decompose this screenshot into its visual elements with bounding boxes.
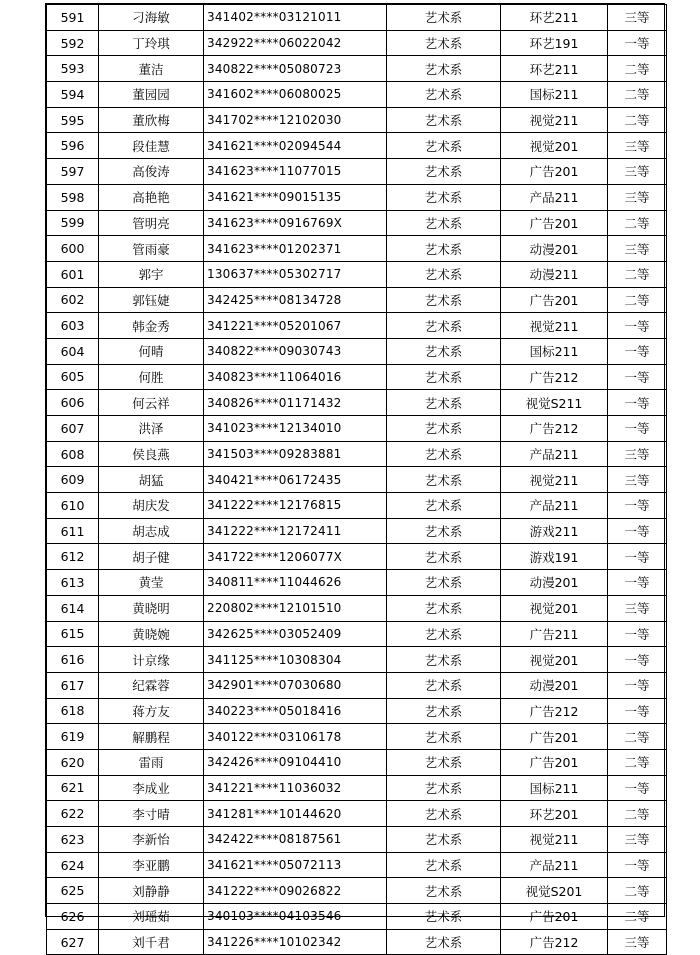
department-cell: 艺术系 [387,852,501,878]
id-number-cell: 341023****12134010 [204,416,387,442]
student-name-cell: 解鹏程 [99,724,204,750]
class-name-cell: 环艺211 [501,5,608,31]
id-number-cell: 342922****06022042 [204,30,387,56]
class-name-cell: 国标211 [501,82,608,108]
row-number-cell: 604 [47,338,99,364]
id-number-cell: 340823****11064016 [204,364,387,390]
id-number-cell: 341623****0916769X [204,210,387,236]
row-number-cell: 606 [47,390,99,416]
award-level-cell: 一等 [608,698,667,724]
class-name-cell: 游戏211 [501,518,608,544]
table-row [47,159,667,185]
award-level-cell: 三等 [608,929,667,955]
row-number-cell: 593 [47,56,99,82]
class-name-cell: 广告212 [501,929,608,955]
student-name-cell: 李亚鹏 [99,852,204,878]
department-cell: 艺术系 [387,56,501,82]
class-name-cell: 游戏191 [501,544,608,570]
class-name-cell: 视觉201 [501,647,608,673]
student-award-table [45,3,665,951]
class-name-cell: 环艺191 [501,30,608,56]
id-number-cell: 341221****05201067 [204,313,387,339]
id-number-cell: 340826****01171432 [204,390,387,416]
class-name-cell: 广告212 [501,698,608,724]
student-name-cell: 侯良燕 [99,441,204,467]
id-number-cell: 342422****08187561 [204,827,387,853]
class-name-cell: 视觉211 [501,827,608,853]
id-number-cell: 341281****10144620 [204,801,387,827]
award-level-cell: 二等 [608,287,667,313]
student-name-cell: 李新怡 [99,827,204,853]
award-level-cell: 一等 [608,493,667,519]
table-row [47,570,667,596]
student-name-cell: 刘瑶茹 [99,904,204,930]
row-number-cell: 610 [47,493,99,519]
award-level-cell: 二等 [608,107,667,133]
department-cell: 艺术系 [387,749,501,775]
row-number-cell: 619 [47,724,99,750]
id-number-cell: 340122****03106178 [204,724,387,750]
row-number-cell: 621 [47,775,99,801]
award-level-cell: 二等 [608,82,667,108]
row-number-cell: 608 [47,441,99,467]
award-level-cell: 二等 [608,261,667,287]
row-number-cell: 617 [47,672,99,698]
table-row [47,210,667,236]
table-row [47,878,667,904]
row-number-cell: 624 [47,852,99,878]
award-level-cell: 二等 [608,210,667,236]
class-name-cell: 视觉201 [501,595,608,621]
department-cell: 艺术系 [387,698,501,724]
table-row [47,724,667,750]
row-number-cell: 613 [47,570,99,596]
student-name-cell: 董园园 [99,82,204,108]
award-level-cell: 一等 [608,518,667,544]
id-number-cell: 342426****09104410 [204,749,387,775]
class-name-cell: 环艺211 [501,56,608,82]
table-row [47,544,667,570]
student-name-cell: 郭宇 [99,261,204,287]
id-number-cell: 341221****11036032 [204,775,387,801]
student-name-cell: 高俊涛 [99,159,204,185]
department-cell: 艺术系 [387,364,501,390]
student-name-cell: 胡志成 [99,518,204,544]
department-cell: 艺术系 [387,416,501,442]
student-name-cell: 丁玲琪 [99,30,204,56]
id-number-cell: 341621****02094544 [204,133,387,159]
id-number-cell: 341503****09283881 [204,441,387,467]
class-name-cell: 广告211 [501,621,608,647]
student-name-cell: 高艳艳 [99,184,204,210]
table-row [47,904,667,930]
row-number-cell: 599 [47,210,99,236]
class-name-cell: 产品211 [501,493,608,519]
student-name-cell: 黄晓明 [99,595,204,621]
award-level-cell: 三等 [608,5,667,31]
department-cell: 艺术系 [387,467,501,493]
award-level-cell: 二等 [608,749,667,775]
department-cell: 艺术系 [387,595,501,621]
award-level-cell: 三等 [608,441,667,467]
class-name-cell: 广告201 [501,210,608,236]
table-row [47,30,667,56]
student-name-cell: 胡子健 [99,544,204,570]
department-cell: 艺术系 [387,672,501,698]
table-row [47,133,667,159]
department-cell: 艺术系 [387,236,501,262]
id-number-cell: 340103****04103546 [204,904,387,930]
award-level-cell: 三等 [608,827,667,853]
row-number-cell: 591 [47,5,99,31]
row-number-cell: 592 [47,30,99,56]
row-number-cell: 615 [47,621,99,647]
student-name-cell: 韩金秀 [99,313,204,339]
department-cell: 艺术系 [387,30,501,56]
table-row [47,364,667,390]
award-level-cell: 三等 [608,595,667,621]
id-number-cell: 341702****12102030 [204,107,387,133]
table-row [47,647,667,673]
row-number-cell: 596 [47,133,99,159]
class-name-cell: 产品211 [501,852,608,878]
row-number-cell: 627 [47,929,99,955]
row-number-cell: 597 [47,159,99,185]
table-row [47,467,667,493]
department-cell: 艺术系 [387,159,501,185]
award-level-cell: 一等 [608,30,667,56]
id-number-cell: 341125****10308304 [204,647,387,673]
id-number-cell: 341621****05072113 [204,852,387,878]
class-name-cell: 视觉S201 [501,878,608,904]
row-number-cell: 603 [47,313,99,339]
department-cell: 艺术系 [387,184,501,210]
class-name-cell: 动漫201 [501,672,608,698]
row-number-cell: 602 [47,287,99,313]
row-number-cell: 598 [47,184,99,210]
department-cell: 艺术系 [387,827,501,853]
table-body [47,5,667,955]
department-cell: 艺术系 [387,724,501,750]
department-cell: 艺术系 [387,210,501,236]
award-level-cell: 三等 [608,159,667,185]
row-number-cell: 611 [47,518,99,544]
student-name-cell: 雷雨 [99,749,204,775]
student-name-cell: 蒋方友 [99,698,204,724]
table-row [47,595,667,621]
row-number-cell: 626 [47,904,99,930]
award-level-cell: 一等 [608,313,667,339]
class-name-cell: 国标211 [501,338,608,364]
award-level-cell: 一等 [608,775,667,801]
student-name-cell: 郭钰婕 [99,287,204,313]
award-level-cell: 一等 [608,338,667,364]
student-name-cell: 管雨豪 [99,236,204,262]
student-name-cell: 李寸晴 [99,801,204,827]
department-cell: 艺术系 [387,5,501,31]
department-cell: 艺术系 [387,313,501,339]
row-number-cell: 600 [47,236,99,262]
class-name-cell: 产品211 [501,441,608,467]
student-name-cell: 董洁 [99,56,204,82]
class-name-cell: 广告201 [501,749,608,775]
id-number-cell: 341402****03121011 [204,5,387,31]
award-level-cell: 一等 [608,364,667,390]
table-row [47,287,667,313]
id-number-cell: 340811****11044626 [204,570,387,596]
student-name-cell: 纪霖蓉 [99,672,204,698]
student-name-cell: 胡庆发 [99,493,204,519]
award-level-cell: 一等 [608,570,667,596]
class-name-cell: 广告212 [501,416,608,442]
id-number-cell: 341222****12172411 [204,518,387,544]
class-name-cell: 广告201 [501,904,608,930]
table-row [47,338,667,364]
award-level-cell: 一等 [608,621,667,647]
student-name-cell: 何云祥 [99,390,204,416]
award-level-cell: 一等 [608,852,667,878]
award-level-cell: 一等 [608,390,667,416]
table-row [47,184,667,210]
class-name-cell: 动漫201 [501,570,608,596]
department-cell: 艺术系 [387,878,501,904]
table-row [47,441,667,467]
class-name-cell: 广告212 [501,364,608,390]
award-level-cell: 三等 [608,467,667,493]
department-cell: 艺术系 [387,107,501,133]
student-name-cell: 洪泽 [99,416,204,442]
id-number-cell: 341222****09026822 [204,878,387,904]
department-cell: 艺术系 [387,801,501,827]
class-name-cell: 产品211 [501,184,608,210]
department-cell: 艺术系 [387,621,501,647]
id-number-cell: 342901****07030680 [204,672,387,698]
table-row [47,82,667,108]
id-number-cell: 342425****08134728 [204,287,387,313]
table-row [47,518,667,544]
row-number-cell: 623 [47,827,99,853]
department-cell: 艺术系 [387,390,501,416]
id-number-cell: 341222****12176815 [204,493,387,519]
table-row [47,775,667,801]
id-number-cell: 340822****09030743 [204,338,387,364]
table-row [47,698,667,724]
department-cell: 艺术系 [387,518,501,544]
award-level-cell: 三等 [608,236,667,262]
row-number-cell: 595 [47,107,99,133]
award-level-cell: 二等 [608,904,667,930]
class-name-cell: 视觉211 [501,467,608,493]
student-name-cell: 管明亮 [99,210,204,236]
id-number-cell: 130637****05302717 [204,261,387,287]
student-name-cell: 李成业 [99,775,204,801]
row-number-cell: 618 [47,698,99,724]
id-number-cell: 340421****06172435 [204,467,387,493]
department-cell: 艺术系 [387,647,501,673]
table-row [47,801,667,827]
id-number-cell: 341623****01202371 [204,236,387,262]
class-name-cell: 动漫201 [501,236,608,262]
row-number-cell: 614 [47,595,99,621]
table-row [47,827,667,853]
award-level-cell: 三等 [608,133,667,159]
row-number-cell: 612 [47,544,99,570]
class-name-cell: 广告201 [501,287,608,313]
id-number-cell: 341621****09015135 [204,184,387,210]
table-row [47,416,667,442]
table-row [47,261,667,287]
id-number-cell: 220802****12101510 [204,595,387,621]
table-row [47,5,667,31]
id-number-cell: 340223****05018416 [204,698,387,724]
department-cell: 艺术系 [387,904,501,930]
row-number-cell: 607 [47,416,99,442]
id-number-cell: 341226****10102342 [204,929,387,955]
class-name-cell: 视觉201 [501,133,608,159]
student-name-cell: 黄晓婉 [99,621,204,647]
table-row [47,107,667,133]
table-row [47,672,667,698]
student-name-cell: 董欣梅 [99,107,204,133]
table-row [47,621,667,647]
award-level-cell: 二等 [608,801,667,827]
department-cell: 艺术系 [387,338,501,364]
row-number-cell: 609 [47,467,99,493]
student-name-cell: 刘千君 [99,929,204,955]
table-row [47,929,667,955]
row-number-cell: 620 [47,749,99,775]
department-cell: 艺术系 [387,287,501,313]
table-row [47,749,667,775]
department-cell: 艺术系 [387,493,501,519]
department-cell: 艺术系 [387,929,501,955]
student-name-cell: 刘静静 [99,878,204,904]
student-name-cell: 刁海敏 [99,5,204,31]
award-level-cell: 一等 [608,544,667,570]
class-name-cell: 动漫211 [501,261,608,287]
student-name-cell: 何晴 [99,338,204,364]
id-number-cell: 342625****03052409 [204,621,387,647]
data-table [46,4,667,955]
award-level-cell: 一等 [608,647,667,673]
class-name-cell: 国标211 [501,775,608,801]
table-row [47,852,667,878]
department-cell: 艺术系 [387,775,501,801]
id-number-cell: 340822****05080723 [204,56,387,82]
id-number-cell: 341623****11077015 [204,159,387,185]
student-name-cell: 黄莹 [99,570,204,596]
class-name-cell: 环艺201 [501,801,608,827]
table-row [47,493,667,519]
class-name-cell: 广告201 [501,724,608,750]
award-level-cell: 一等 [608,672,667,698]
table-row [47,236,667,262]
table-row [47,56,667,82]
class-name-cell: 视觉S211 [501,390,608,416]
department-cell: 艺术系 [387,133,501,159]
class-name-cell: 视觉211 [501,313,608,339]
row-number-cell: 601 [47,261,99,287]
class-name-cell: 广告201 [501,159,608,185]
student-name-cell: 胡猛 [99,467,204,493]
student-name-cell: 段佳慧 [99,133,204,159]
table-row [47,313,667,339]
department-cell: 艺术系 [387,544,501,570]
class-name-cell: 视觉211 [501,107,608,133]
department-cell: 艺术系 [387,441,501,467]
department-cell: 艺术系 [387,570,501,596]
department-cell: 艺术系 [387,82,501,108]
id-number-cell: 341602****06080025 [204,82,387,108]
award-level-cell: 二等 [608,878,667,904]
award-level-cell: 二等 [608,56,667,82]
row-number-cell: 616 [47,647,99,673]
student-name-cell: 何胜 [99,364,204,390]
row-number-cell: 605 [47,364,99,390]
row-number-cell: 622 [47,801,99,827]
row-number-cell: 625 [47,878,99,904]
award-level-cell: 一等 [608,416,667,442]
department-cell: 艺术系 [387,261,501,287]
award-level-cell: 二等 [608,724,667,750]
id-number-cell: 341722****1206077X [204,544,387,570]
student-name-cell: 计京缘 [99,647,204,673]
row-number-cell: 594 [47,82,99,108]
table-row [47,390,667,416]
award-level-cell: 三等 [608,184,667,210]
